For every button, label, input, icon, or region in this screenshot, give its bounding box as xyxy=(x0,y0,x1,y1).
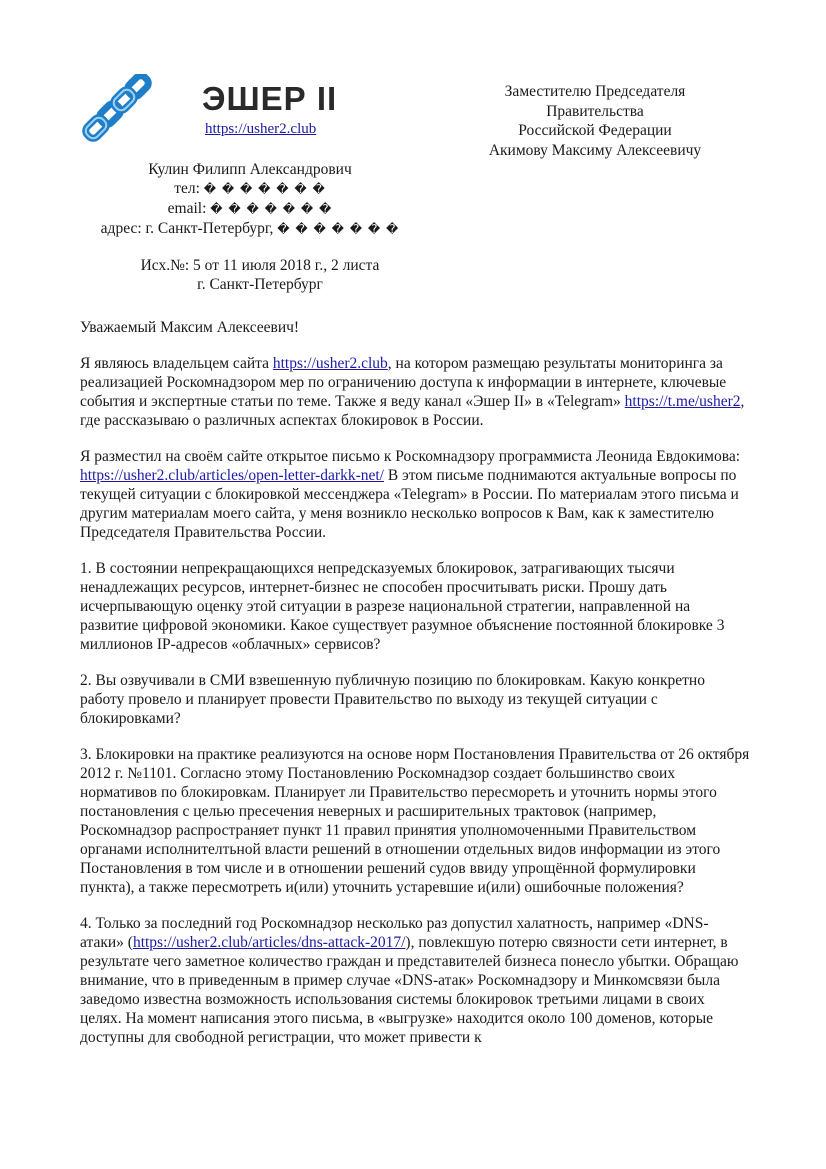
phone-value: � � � � � � � xyxy=(203,182,326,196)
outgoing-number: Исх.№: 5 от 11 июля 2018 г., 2 листа xyxy=(140,257,380,274)
letter-city: г. Санкт-Петербург xyxy=(197,276,323,293)
sender-address xyxy=(80,219,420,239)
sender-email xyxy=(80,199,420,219)
open-letter-link[interactable]: https://usher2.club/articles/open-letter-darkk-net/ xyxy=(80,467,384,484)
paragraph-intro xyxy=(80,354,750,430)
dns-attack-link[interactable]: https://usher2.club/articles/dns-attack-2017/ xyxy=(132,934,406,951)
email-value: � � � � � � � xyxy=(210,202,333,216)
sender-phone xyxy=(80,179,420,199)
question-1: 1. В состоянии непрекращающихся непредсказуемых блокировок, затрагивающих тысячи ненадлежащих ресурсов, интернет-бизнес не способен просчитывать риски. Прошу дать исчерпывающую оценку этой ситуации в разрезе национальной стратегии, направленной на развитие цифровой экономики. Какое существует разумное объяснение постоянной блокировке 3 миллионов IP-адресов «облачных» сервисов? xyxy=(80,560,725,653)
text-span: , на котором размещаю результаты мониторинга за реализацией Роскомнадзором мер по ограничению доступа к информации в интернете, ключевые события и экспертные статьи по теме. Также я веду канал «Эшер II» в «Telegram» xyxy=(80,355,727,410)
text-span: , где рассказываю о различных аспектах блокировок в России. xyxy=(80,393,745,429)
text-span: Я являюсь владельцем сайта xyxy=(80,355,273,372)
letter-meta xyxy=(80,256,440,294)
text-span: ), повлекшую потерю связности сети интернет, в результате чего заметное количество граждан и представителей бизнеса понесло убытки. Обращаю внимание, что в приведенным в пример случае «DNS-атак» Роскомнадзору и Минкомсвязи была заведомо известна возможность использования системы блокировок третьими лицами в своих целях. На момент написания этого письма, в «выгрузке» находится около 100 доменов, которые доступны для свободной регистрации, что может привести к xyxy=(80,934,739,1046)
address-label: адрес: г. Санкт-Петербург, xyxy=(100,220,274,237)
text-span: 4. Только за последний год Роскомнадзор несколько раз допустил халатность, например «DNS-атаки» ( xyxy=(80,915,709,951)
paragraph-open-letter xyxy=(80,447,750,542)
question-3: 3. Блокировки на практике реализуются на основе норм Постановления Правительства от 26 октября 2012 г. №1101. Согласно этому Постановлению Роскомнадзор создает большинство своих нормативов по блокировкам. Планирует ли Правительство пересмореть и уточнить нормы этого постановления с целью пресечения неверных и расширительных трактовок (например, Роскомнадзор распространяет пункт 11 правил принятия уполномоченными Правительством органами исполнителтьной власти решений в отношении отдельных видов информации из этого Постановления в том числе и в отношении решений судов ввиду упрощённой формулировки пункта), а также пересмотреть и(или) уточнить устаревшие и(или) ошибочные положения? xyxy=(80,746,750,896)
text-span: Я разместил на своём сайте открытое письмо к Роскомнадзору программиста Леонида Евдокимова: xyxy=(80,448,740,465)
greeting: Уважаемый Максим Алексеевич! xyxy=(80,319,300,336)
sender-name: Кулин Филипп Александрович xyxy=(148,161,352,178)
recipient-line: Акимову Максиму Алексеевичу xyxy=(488,141,702,159)
telegram-link[interactable]: https://t.me/usher2 xyxy=(624,393,741,410)
chain-logo-icon xyxy=(80,74,154,148)
site-link[interactable]: https://usher2.club xyxy=(205,121,317,137)
text-span: В этом письме поднимаются актуальные вопросы по текущей ситуации с блокировкой мессенджера «Telegram» в России. По материалам этого письма и другим материалам моего сайта, у меня возникло несколько вопросов к Вам, как к заместителю Председателя Правительства России. xyxy=(80,467,739,541)
email-label: email: xyxy=(167,200,207,217)
letter-title: ЭШЕР II xyxy=(202,80,338,117)
recipient-block xyxy=(480,82,710,160)
sender-block xyxy=(80,160,420,239)
phone-label: тел: xyxy=(174,180,200,197)
site-link-inline[interactable]: https://usher2.club xyxy=(272,355,388,372)
recipient-line: Российской Федерации xyxy=(518,122,672,139)
recipient-line: Заместителю Председателя xyxy=(504,83,686,100)
letter-body xyxy=(80,318,750,1064)
recipient-line: Правительства xyxy=(546,102,644,120)
question-4 xyxy=(80,914,750,1047)
question-2: 2. Вы озвучивали в СМИ взвешенную публичную позицию по блокировкам. Какую конкретно работу провело и планирует провести Правительство по выходу из текущей ситуации с блокировками? xyxy=(80,672,705,727)
address-value: � � � � � � � xyxy=(277,222,400,236)
